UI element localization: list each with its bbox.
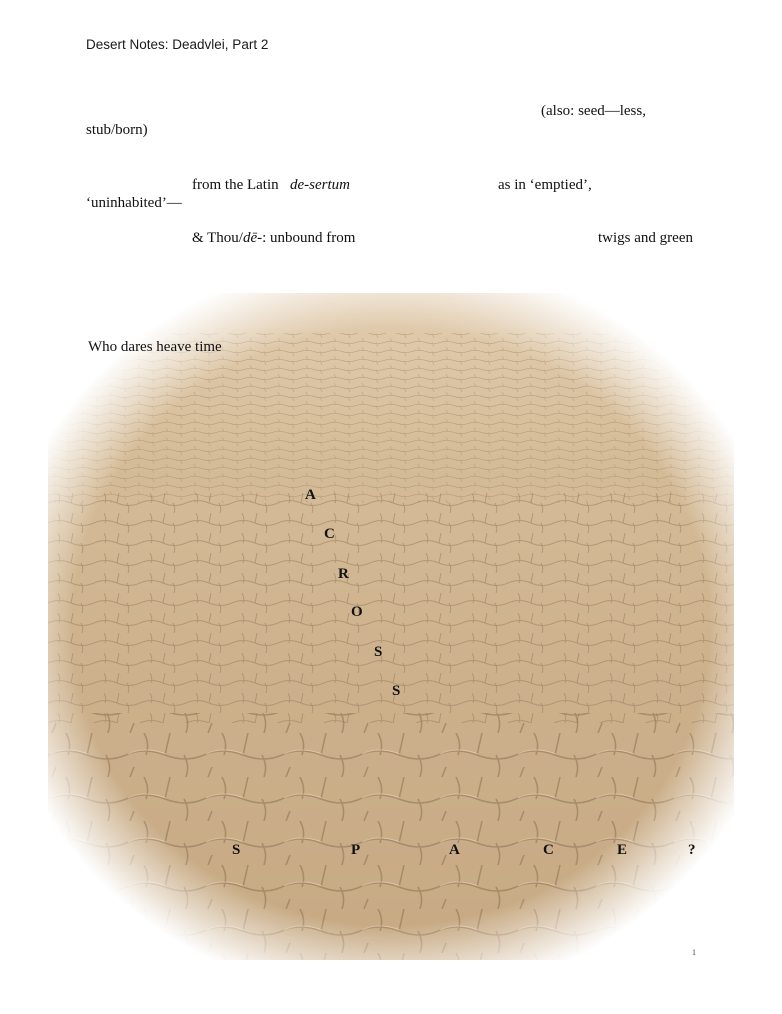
space-letter-a: A — [449, 842, 460, 858]
text-as-in-emptied: as in ‘emptied’, — [498, 177, 592, 193]
across-letter-a: A — [305, 487, 316, 503]
space-letter-e: E — [617, 842, 628, 858]
text-latin-word: de-sertum — [290, 177, 350, 193]
text-uninhabited: ‘uninhabited’— — [86, 195, 182, 211]
text-thou-prefix: & Thou/ — [192, 230, 243, 246]
across-letter-r: R — [338, 566, 349, 582]
document-header: Desert Notes: Deadvlei, Part 2 — [86, 37, 269, 52]
text-thou-word: dē- — [242, 230, 263, 246]
desert-photo — [48, 293, 734, 960]
poem-line-who-dares: Who dares heave time — [88, 339, 222, 355]
across-letter-o: O — [351, 604, 363, 620]
text-also-seedless: (also: seed—less, — [541, 103, 646, 119]
space-letter-p: P — [351, 842, 361, 858]
text-thou-suffix: : unbound from — [262, 230, 356, 246]
across-letter-s1: S — [374, 644, 383, 660]
text-thou-line — [192, 230, 355, 247]
space-letter-s: S — [232, 842, 241, 858]
space-question-mark: ? — [688, 842, 696, 858]
across-letter-s2: S — [392, 683, 401, 699]
text-latin-prefix: from the Latin — [192, 177, 279, 193]
text-twigs-green: twigs and green — [598, 230, 693, 246]
text-stubborn: stub/born) — [86, 122, 148, 138]
across-letter-c: C — [324, 526, 335, 542]
space-letter-c: C — [543, 842, 554, 858]
page-number: 1 — [692, 948, 696, 957]
